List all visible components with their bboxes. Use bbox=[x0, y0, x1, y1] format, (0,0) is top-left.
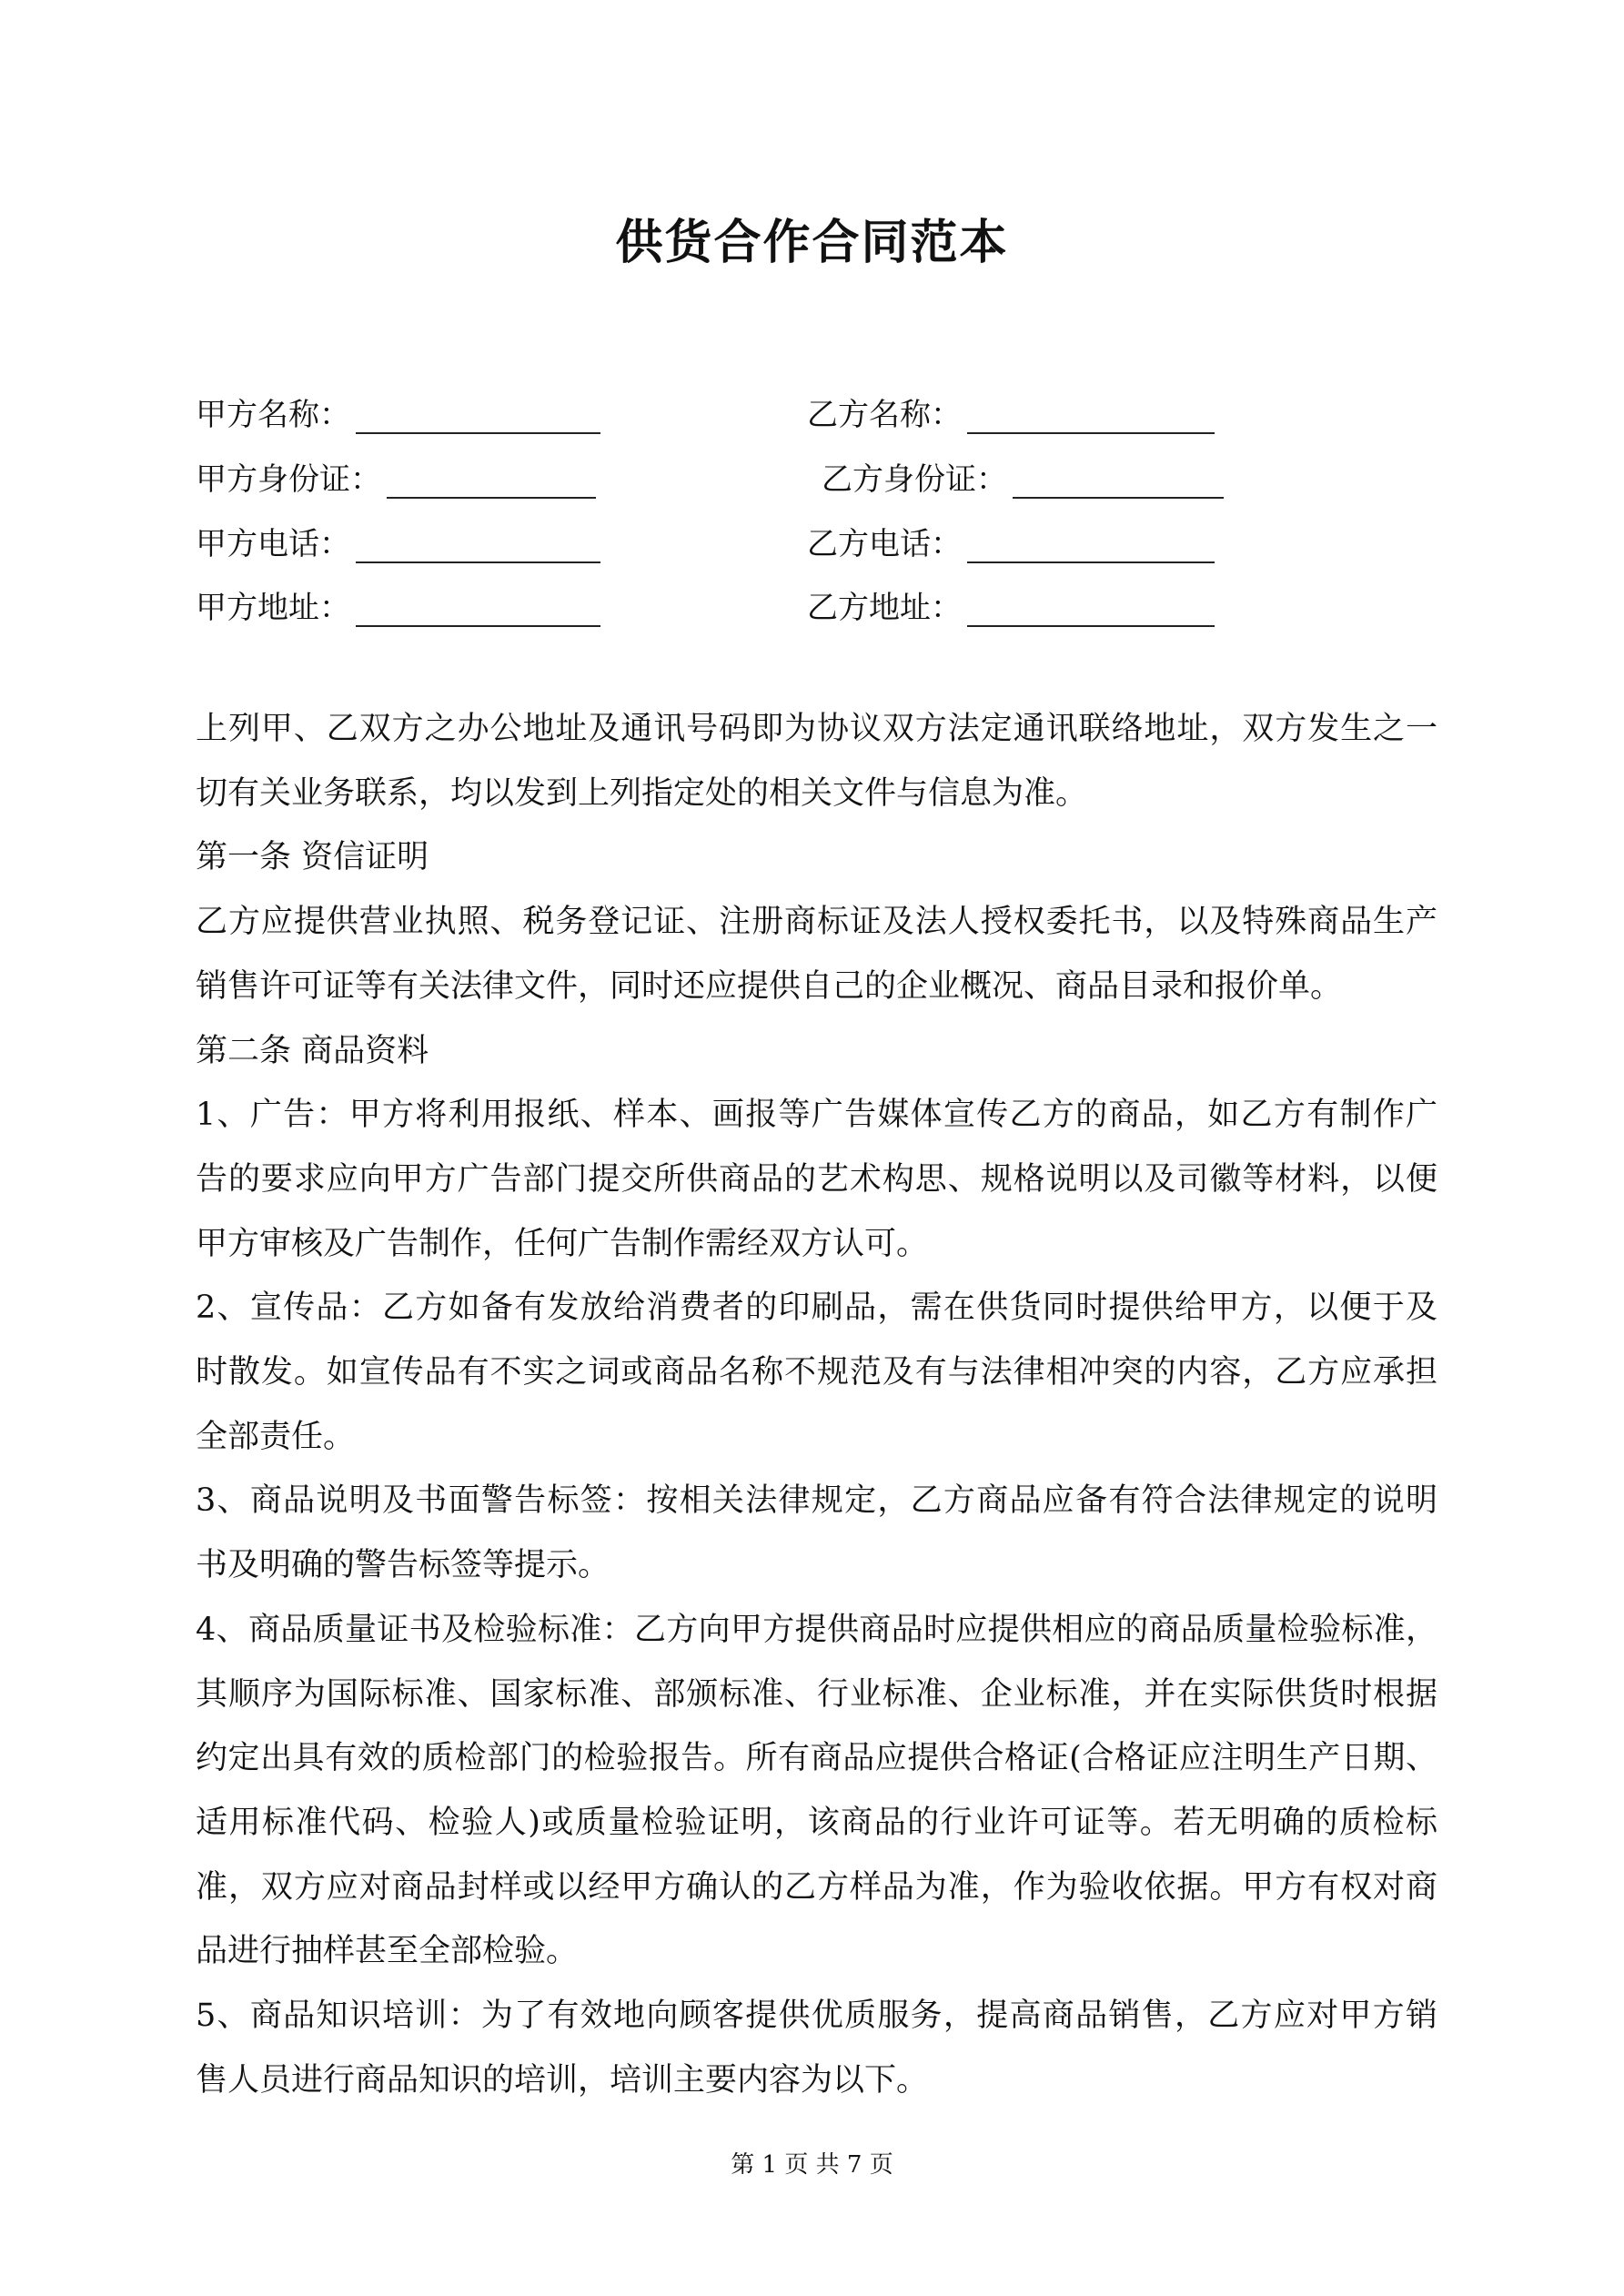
text-line: 2、宣传品：乙方如备有发放给消费者的印刷品，需在供货同时提供给甲方，以便于及 bbox=[196, 1290, 1437, 1327]
document-title: 供货合作合同范本 bbox=[615, 215, 1009, 270]
page-footer: 第 1 页 共 7 页 bbox=[731, 2151, 893, 2179]
text-line: 品进行抽样甚至全部检验。 bbox=[196, 1933, 579, 1970]
party-a-phone-field bbox=[196, 519, 600, 563]
text-line: 第一条 资信证明 bbox=[196, 839, 429, 876]
party-b-address-label: 乙方地址： bbox=[807, 590, 962, 626]
party-a-id-label: 甲方身份证： bbox=[196, 461, 381, 498]
text-line: 时散发。如宣传品有不实之词或商品名称不规范及有与法律相冲突的内容，乙方应承担 bbox=[196, 1354, 1437, 1391]
text-line: 1、广告：甲方将利用报纸、样本、画报等广告媒体宣传乙方的商品，如乙方有制作广 bbox=[196, 1097, 1437, 1134]
paragraph bbox=[196, 1984, 1437, 2112]
text-line: 告的要求应向甲方广告部门提交所供商品的艺术构思、规格说明以及司徽等材料，以便 bbox=[196, 1160, 1437, 1198]
party-a-name-field bbox=[196, 389, 600, 434]
contract-body bbox=[196, 697, 1437, 2112]
text-line: 其顺序为国际标准、国家标准、部颁标准、行业标准、企业标准，并在实际供货时根据 bbox=[196, 1675, 1437, 1713]
paragraph bbox=[196, 1598, 1437, 1984]
text-line: 乙方应提供营业执照、税务登记证、注册商标证及法人授权委托书，以及特殊商品生产 bbox=[196, 904, 1437, 941]
text-line: 准，双方应对商品封样或以经甲方确认的乙方样品为准，作为验收依据。甲方有权对商 bbox=[196, 1868, 1437, 1906]
party-b-name-label: 乙方名称： bbox=[807, 397, 962, 433]
text-line: 3、商品说明及书面警告标签：按相关法律规定，乙方商品应备有符合法律规定的说明 bbox=[196, 1482, 1437, 1520]
party-a-address-field bbox=[196, 582, 600, 627]
text-line: 第二条 商品资料 bbox=[196, 1032, 429, 1069]
party-b-phone-blank[interactable] bbox=[967, 534, 1215, 563]
text-line: 切有关业务联系，均以发到上列指定处的相关文件与信息为准。 bbox=[196, 774, 1088, 812]
party-a-id-blank[interactable] bbox=[387, 470, 596, 499]
party-b-phone-label: 乙方电话： bbox=[807, 526, 962, 562]
paragraph bbox=[196, 697, 1437, 825]
party-b-id-blank[interactable] bbox=[1013, 470, 1224, 499]
text-line: 甲方审核及广告制作，任何广告制作需经双方认可。 bbox=[196, 1225, 929, 1262]
party-a-id-field bbox=[196, 454, 596, 499]
party-b-address-field bbox=[807, 582, 1215, 627]
text-line: 5、商品知识培训：为了有效地向顾客提供优质服务，提高商品销售，乙方应对甲方销 bbox=[196, 1998, 1437, 2035]
party-a-address-blank[interactable] bbox=[356, 598, 600, 627]
text-line: 适用标准代码、检验人)或质量检验证明，该商品的行业许可证等。若无明确的质检标 bbox=[196, 1804, 1437, 1841]
party-b-address-blank[interactable] bbox=[967, 598, 1215, 627]
party-a-name-label: 甲方名称： bbox=[196, 397, 350, 433]
party-b-name-field bbox=[807, 389, 1215, 434]
party-a-phone-blank[interactable] bbox=[356, 534, 600, 563]
section-heading bbox=[196, 1019, 1437, 1084]
text-line: 售人员进行商品知识的培训，培训主要内容为以下。 bbox=[196, 2061, 929, 2099]
text-line: 上列甲、乙双方之办公地址及通讯号码即为协议双方法定通讯联络地址，双方发生之一 bbox=[196, 711, 1437, 747]
text-line: 约定出具有效的质检部门的检验报告。所有商品应提供合格证(合格证应注明生产日期、 bbox=[196, 1740, 1437, 1777]
party-a-phone-label: 甲方电话： bbox=[196, 526, 350, 562]
paragraph bbox=[196, 1083, 1437, 1276]
text-line: 书及明确的警告标签等提示。 bbox=[196, 1547, 610, 1584]
party-b-id-field bbox=[822, 454, 1224, 499]
party-b-phone-field bbox=[807, 519, 1215, 563]
paragraph bbox=[196, 1276, 1437, 1469]
party-a-address-label: 甲方地址： bbox=[196, 590, 350, 626]
party-b-id-label: 乙方身份证： bbox=[822, 461, 1007, 498]
party-a-name-blank[interactable] bbox=[356, 405, 600, 434]
text-line: 全部责任。 bbox=[196, 1418, 356, 1455]
paragraph bbox=[196, 1469, 1437, 1597]
paragraph bbox=[196, 890, 1437, 1018]
text-line: 销售许可证等有关法律文件，同时还应提供自己的企业概况、商品目录和报价单。 bbox=[196, 967, 1343, 1005]
party-b-name-blank[interactable] bbox=[967, 405, 1215, 434]
text-line: 4、商品质量证书及检验标准：乙方向甲方提供商品时应提供相应的商品质量检验标准， bbox=[196, 1611, 1437, 1648]
section-heading bbox=[196, 825, 1437, 890]
